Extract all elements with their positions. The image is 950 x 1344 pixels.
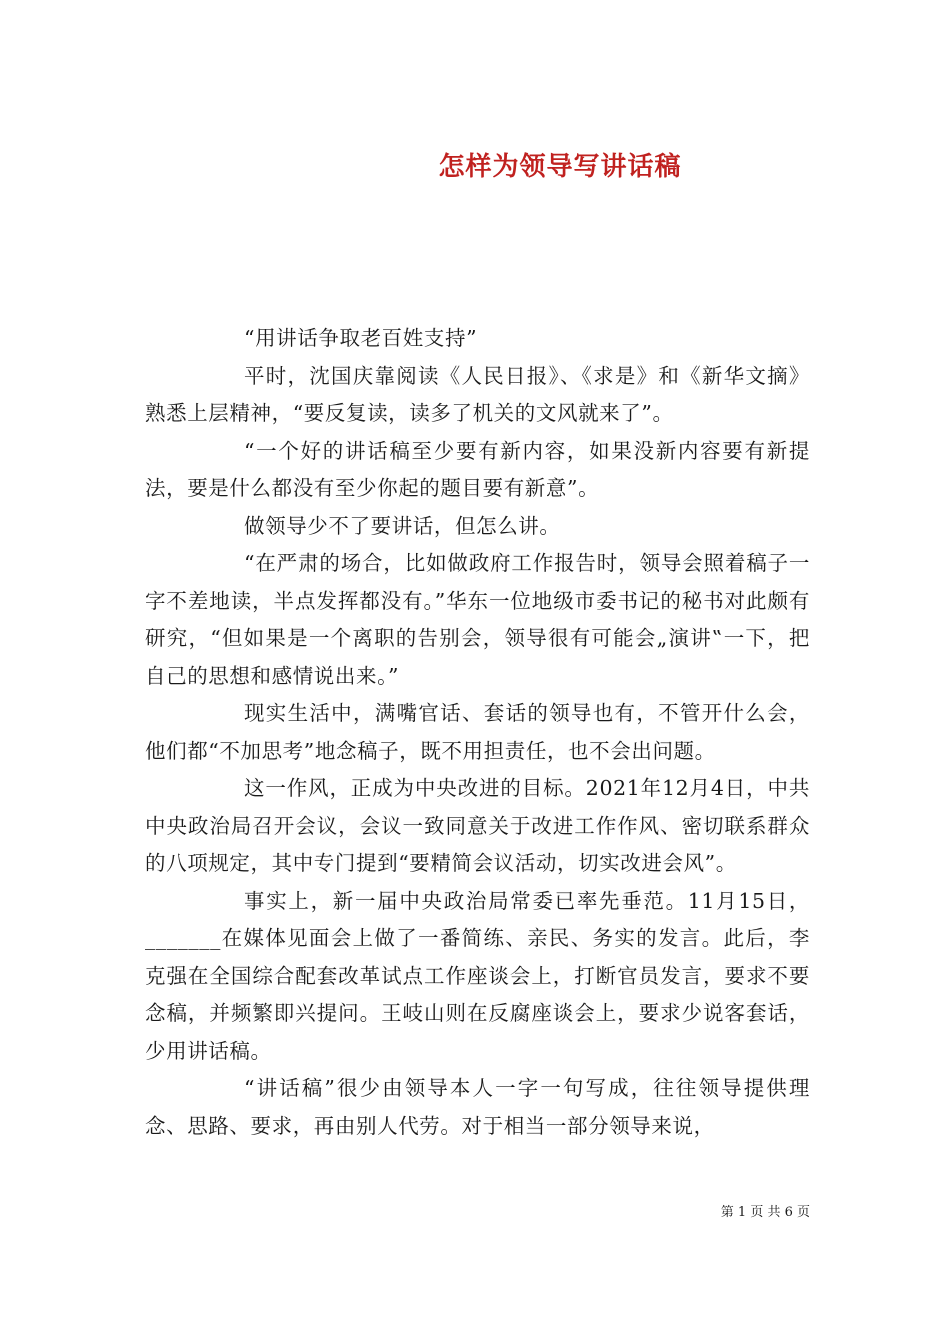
paragraph: “讲话稿”很少由领导本人一字一句写成，往往领导提供理念、思路、要求，再由别人代劳。对于相当一部分领导来说， (145, 1076, 810, 1138)
document-body (145, 320, 810, 1145)
paragraph: “一个好的讲话稿至少要有新内容，如果没新内容要有新提法，要是什么都没有至少你起的题目要有新意”。 (145, 438, 810, 500)
paragraph: 这一作风，正成为中央改进的目标。2021年12月4日，中共中央政治局召开会议，会议一致同意关于改进工作作风、密切联系群众的八项规定，其中专门提到“要精简会议活动，切实改进会风”。 (145, 776, 810, 875)
paragraph: 平时，沈国庆靠阅读《人民日报》、《求是》和《新华文摘》熟悉上层精神，“要反复读，读多了机关的文风就来了”。 (145, 363, 810, 425)
paragraph: 现实生活中，满嘴官话、套话的领导也有，不管开什么会，他们都“不加思考”地念稿子，既不用担责任，也不会出问题。 (145, 701, 810, 763)
paragraph: 做领导少不了要讲话，但怎么讲。 (244, 513, 561, 538)
paragraph: “在严肃的场合，比如做政府工作报告时，领导会照着稿子一字不差地读，半点发挥都没有。”华东一位地级市委书记的秘书对此颇有研究，“但如果是一个离职的告别会，领导很有可能会„演讲‟一下，把自己的思想和感情说出来。” (145, 551, 810, 688)
paragraph: “用讲话争取老百姓支持” (244, 326, 478, 350)
document-title: 怎样为领导写讲话稿 (438, 152, 682, 183)
page-number-footer: 第 1 页 共 6 页 (720, 1205, 810, 1220)
paragraph: 事实上，新一届中央政治局常委已率先垂范。11月15日，_______在媒体见面会上做了一番简练、亲民、务实的发言。此后，李克强在全国综合配套改革试点工作座谈会上，打断官员发言，要求不要念稿，并频繁即兴提问。王岐山则在反腐座谈会上，要求少说客套话，少用讲话稿。 (145, 888, 810, 1063)
